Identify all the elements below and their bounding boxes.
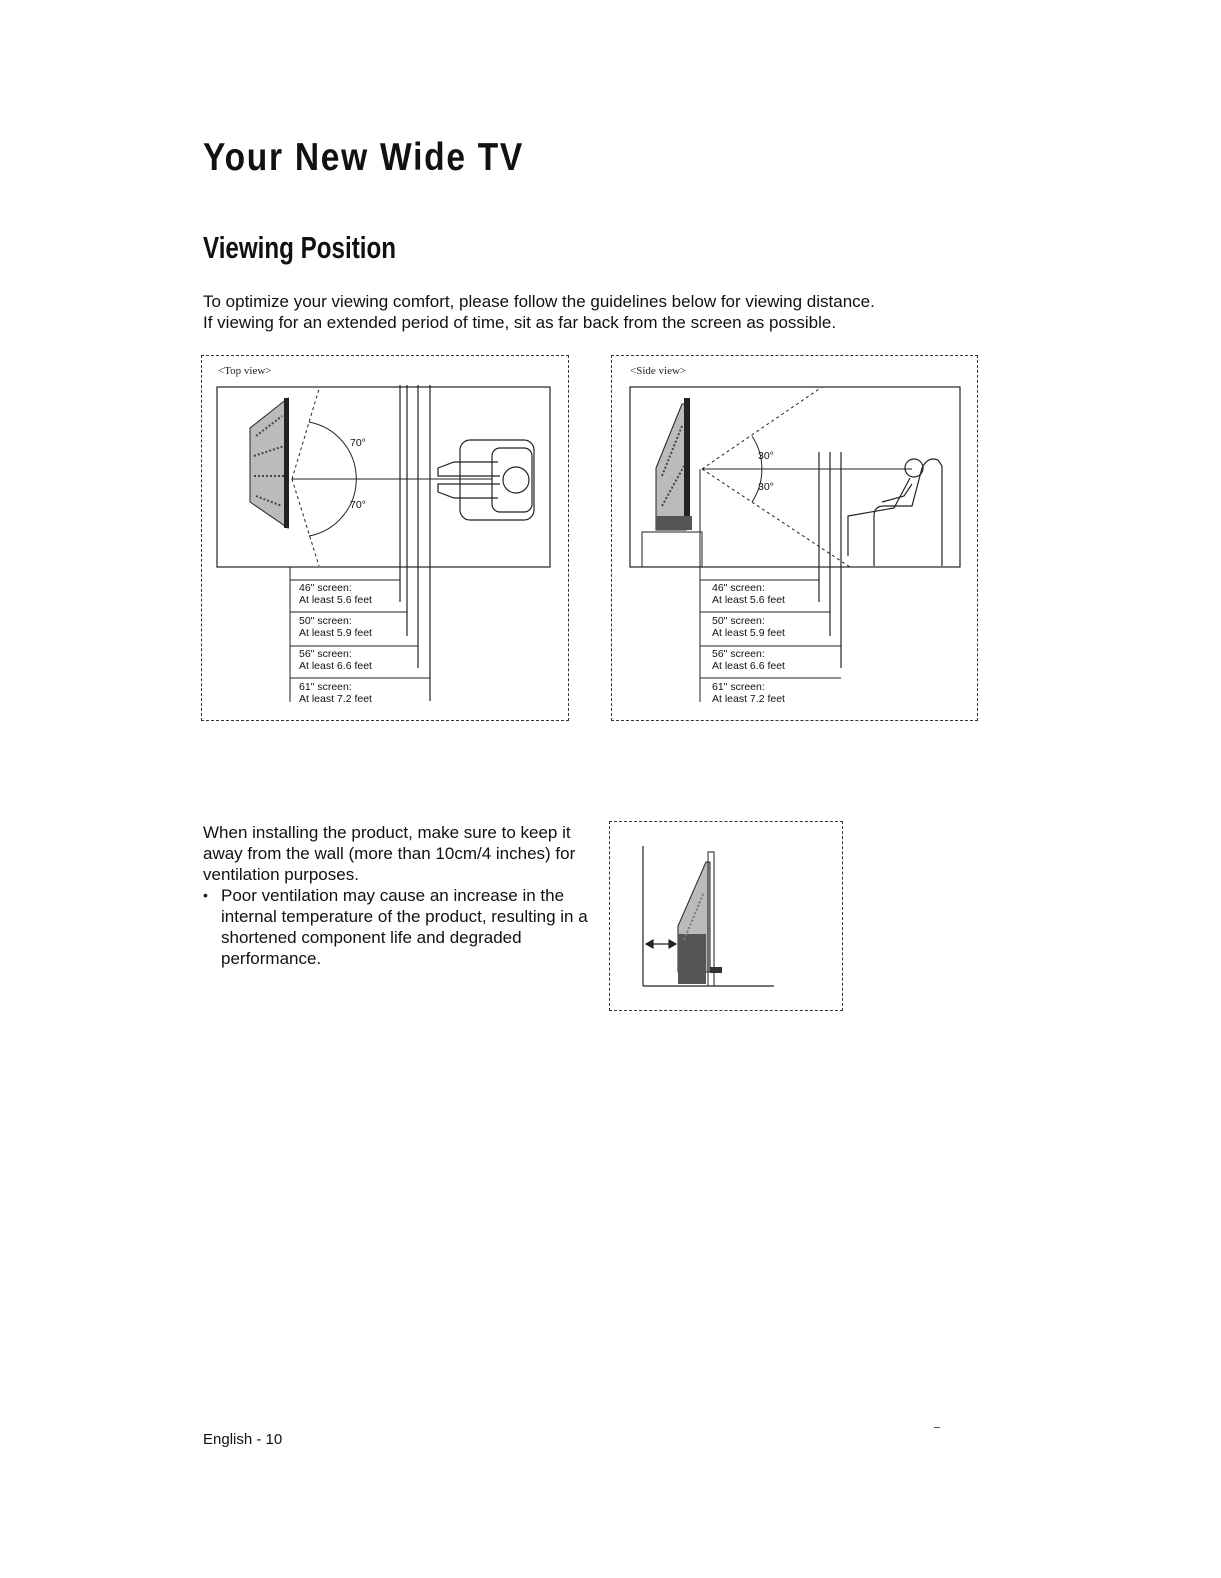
page-title: Your New Wide TV <box>203 136 525 179</box>
distance-screen: 61" screen: <box>712 681 765 693</box>
distance-value: At least 5.6 feet <box>712 594 785 606</box>
distance-screen: 50" screen: <box>712 615 765 627</box>
top-view-label: <Top view> <box>218 365 272 377</box>
tv-side-icon <box>656 398 692 530</box>
distance-screen: 46" screen: <box>299 582 352 594</box>
viewer-side-icon <box>848 459 942 566</box>
angle-lower: 70° <box>350 499 366 511</box>
intro-line: To optimize your viewing comfort, please follow the guidelines below for viewing distance. <box>203 292 875 311</box>
side-view-label: <Side view> <box>630 365 687 377</box>
ventilation-warning-text: Poor ventilation may cause an increase in the internal temperature of the product, resulting in a shortened component life and degraded performance. <box>221 886 588 968</box>
distance-value: At least 7.2 feet <box>712 693 785 705</box>
installation-text: When installing the product, make sure to keep it away from the wall (more than 10cm/4 inches) for ventilation purposes. <box>203 823 576 884</box>
ventilation-warning <box>203 885 588 969</box>
angle-lower: 30° <box>758 481 774 493</box>
distance-screen: 56" screen: <box>712 648 765 660</box>
distance-screen: 50" screen: <box>299 615 352 627</box>
intro-paragraph <box>203 291 875 333</box>
distance-screen: 46" screen: <box>712 582 765 594</box>
distance-value: At least 5.6 feet <box>299 594 372 606</box>
distance-value: At least 6.6 feet <box>299 660 372 672</box>
intro-line: If viewing for an extended period of time, sit as far back from the screen as possible. <box>203 313 837 332</box>
installation-section <box>203 822 588 969</box>
side-view-figure <box>611 355 978 721</box>
bullet-icon: • <box>203 887 208 903</box>
distance-value: At least 7.2 feet <box>299 693 372 705</box>
angle-upper: 30° <box>758 450 774 462</box>
distance-value: At least 6.6 feet <box>712 660 785 672</box>
side-view-diagram <box>612 356 979 722</box>
top-view-figure <box>201 355 569 721</box>
distance-value: At least 5.9 feet <box>712 627 785 639</box>
angle-upper: 70° <box>350 437 366 449</box>
distance-screen: 56" screen: <box>299 648 352 660</box>
tv-top-icon <box>250 398 289 528</box>
clearance-arrow-icon <box>646 940 676 948</box>
distance-screen: 61" screen: <box>299 681 352 693</box>
wall-clearance-figure <box>609 821 843 1011</box>
viewer-top-icon <box>438 440 534 520</box>
tv-side-icon <box>678 852 722 986</box>
top-view-diagram <box>202 356 570 722</box>
wall-clearance-diagram <box>610 822 844 1012</box>
page-mark <box>934 1427 940 1428</box>
section-title: Viewing Position <box>203 230 397 265</box>
page-footer: English - 10 <box>203 1431 283 1448</box>
distance-value: At least 5.9 feet <box>299 627 372 639</box>
